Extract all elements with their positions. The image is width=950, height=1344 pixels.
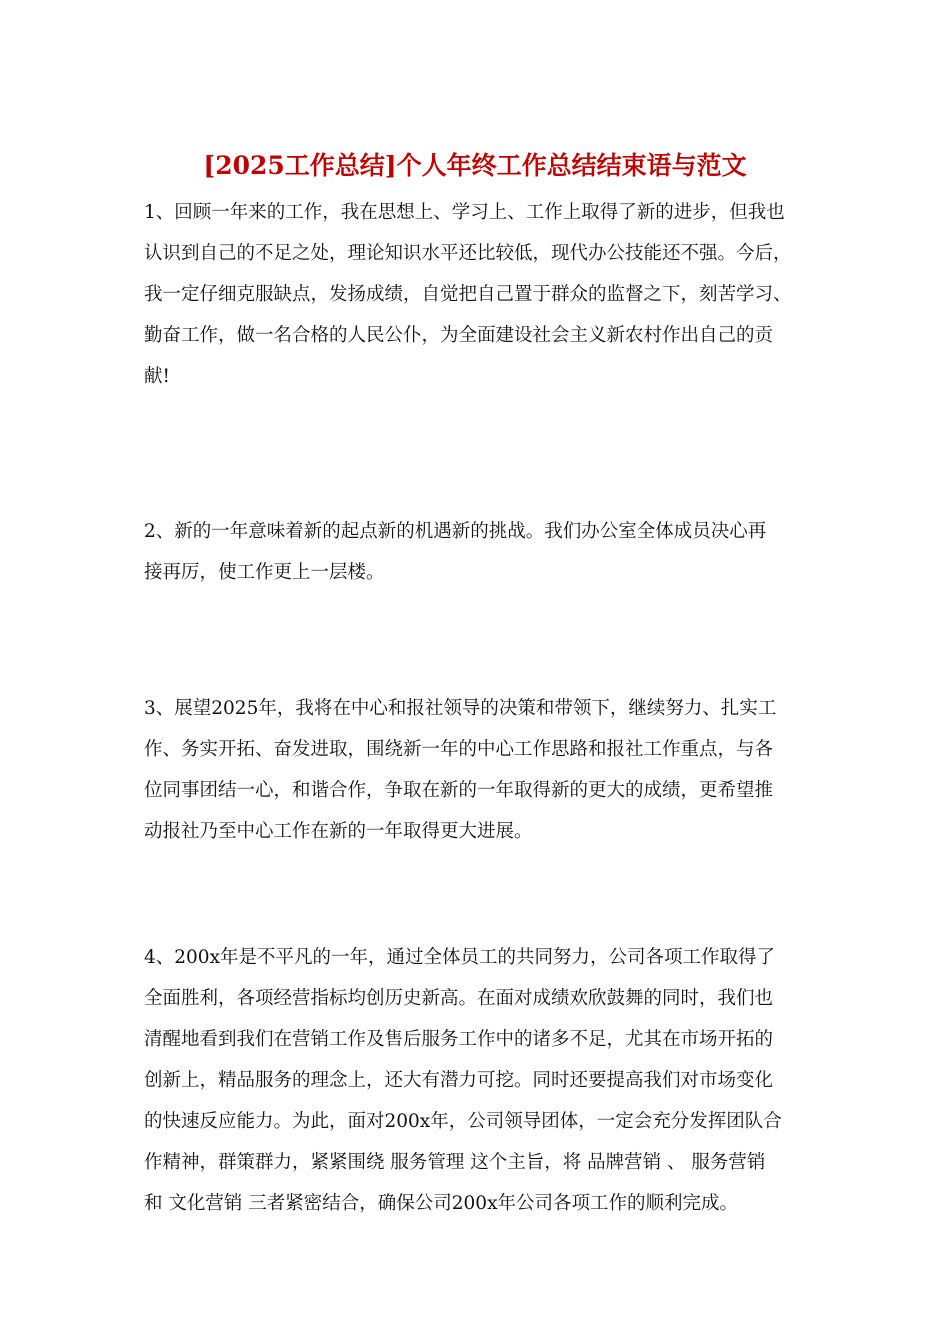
paragraph-4 bbox=[144, 937, 808, 1224]
text-line: 作、务实开拓、奋发进取，围绕新一年的中心工作思路和报社工作重点，与各 bbox=[144, 739, 774, 760]
paragraph-1 bbox=[144, 192, 808, 397]
text-line: 清醒地看到我们在营销工作及售后服务工作中的诸多不足，尤其在市场开拓的 bbox=[144, 1029, 774, 1050]
text-line: 接再厉，使工作更上一层楼。 bbox=[144, 562, 385, 583]
text-line: 动报社乃至中心工作在新的一年取得更大进展。 bbox=[144, 821, 533, 842]
paragraph-3 bbox=[144, 688, 808, 852]
text-line: 勤奋工作，做一名合格的人民公仆，为全面建设社会主义新农村作出自己的贡 bbox=[144, 325, 774, 346]
text-line: 献! bbox=[144, 366, 170, 387]
document-title: [2025工作总结]个人年终工作总结结束语与范文 bbox=[203, 151, 747, 180]
text-line: 我一定仔细克服缺点，发扬成绩，自觉把自己置于群众的监督之下，刻苦学习、 bbox=[144, 284, 792, 305]
text-line: 3、展望2025年，我将在中心和报社领导的决策和带领下，继续努力、扎实工 bbox=[144, 698, 777, 719]
text-line: 作精神，群策群力，紧紧围绕 服务管理 这个主旨，将 品牌营销 、 服务营销 bbox=[144, 1152, 766, 1173]
text-line: 1、回顾一年来的工作，我在思想上、学习上、工作上取得了新的进步，但我也 bbox=[144, 202, 785, 223]
paragraph-2 bbox=[144, 511, 808, 593]
text-line: 和 文化营销 三者紧密结合，确保公司200x年公司各项工作的顺利完成。 bbox=[144, 1193, 739, 1214]
text-line: 2、新的一年意味着新的起点新的机遇新的挑战。我们办公室全体成员决心再 bbox=[144, 521, 767, 542]
text-line: 的快速反应能力。为此，面对200x年，公司领导团体，一定会充分发挥团队合 bbox=[144, 1111, 782, 1132]
text-line: 创新上，精品服务的理念上，还大有潜力可挖。同时还要提高我们对市场变化 bbox=[144, 1070, 774, 1091]
text-line: 全面胜利，各项经营指标均创历史新高。在面对成绩欢欣鼓舞的同时，我们也 bbox=[144, 988, 774, 1009]
text-line: 认识到自己的不足之处，理论知识水平还比较低，现代办公技能还不强。今后， bbox=[144, 243, 792, 264]
text-line: 4、200x年是不平凡的一年，通过全体员工的共同努力，公司各项工作取得了 bbox=[144, 947, 776, 968]
text-line: 位同事团结一心，和谐合作，争取在新的一年取得新的更大的成绩，更希望推 bbox=[144, 780, 774, 801]
